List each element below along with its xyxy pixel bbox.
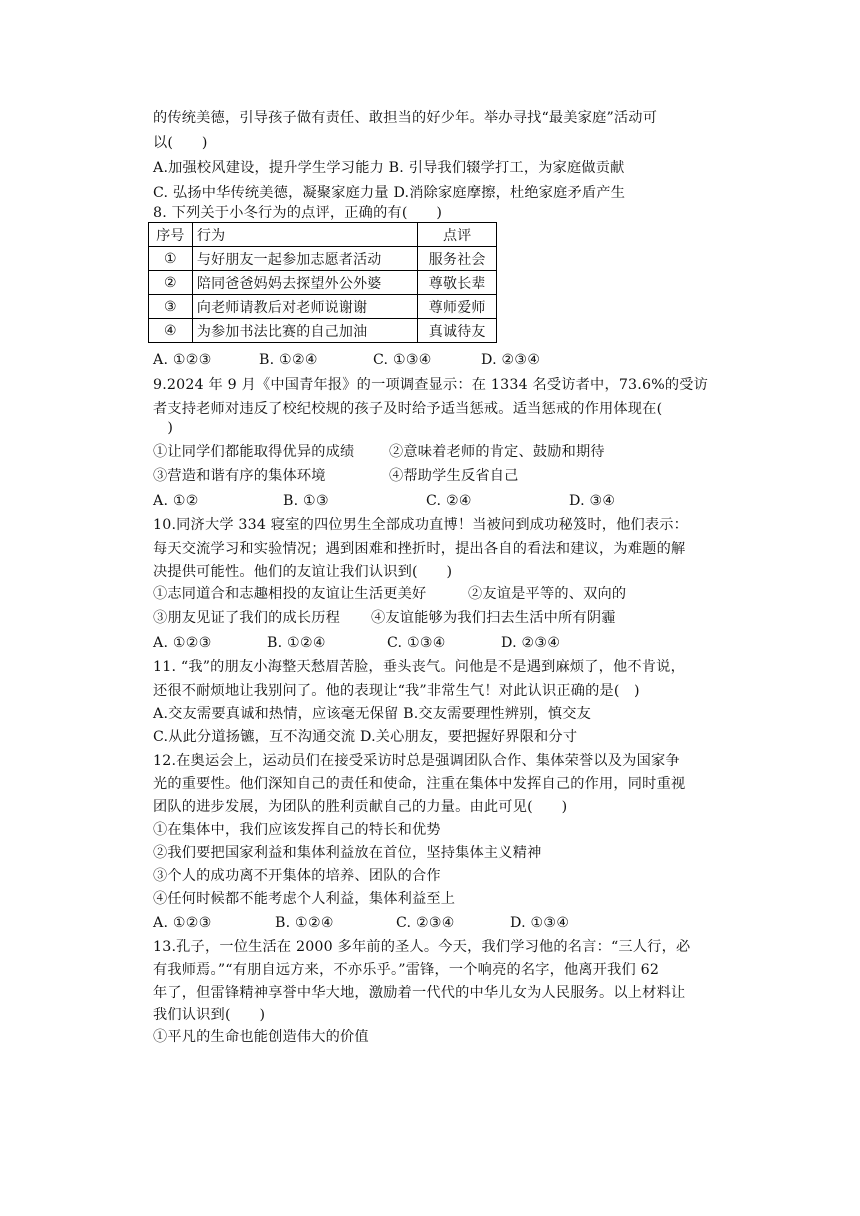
option-a: A. ①② bbox=[153, 493, 199, 509]
list-item: ②友谊是平等的、双向的 bbox=[468, 586, 627, 602]
list-item: ①平凡的生命也能创造伟大的价值 bbox=[153, 1029, 369, 1045]
q11-choice-c-d: C.从此分道扬镳，互不沟通交流 D.关心朋友，要把握好界限和分寸 bbox=[153, 729, 578, 745]
q9-items-row-2 bbox=[153, 466, 519, 486]
q10-items-row-2 bbox=[153, 608, 616, 628]
table-row bbox=[149, 319, 497, 343]
list-item: ①让同学们都能取得优异的成绩 bbox=[153, 444, 355, 460]
table-cell: ① bbox=[149, 247, 193, 271]
option-d: D. ①③④ bbox=[510, 915, 570, 931]
q8-table bbox=[148, 222, 497, 343]
q7-stem-line-1: 的传统美德，引导孩子做有责任、敢担当的好少年。举办寻找“最美家庭”活动可 bbox=[153, 110, 658, 126]
table-header-cell: 行为 bbox=[192, 223, 418, 247]
q13-stem-line-1: 13.孔子，一位生活在 2000 多年前的圣人。今天，我们学习他的名言：“三人行，必 bbox=[153, 939, 691, 955]
option-d: D. ②③④ bbox=[481, 352, 541, 368]
q9-options bbox=[153, 491, 615, 511]
list-item: ②我们要把国家利益和集体利益放在首位，坚持集体主义精神 bbox=[153, 845, 542, 861]
q9-stem-line-1: 9.2024 年 9 月《中国青年报》的一项调查显示：在 1334 名受访者中，73.6%的受访 bbox=[153, 377, 709, 393]
table-cell: 真诚待友 bbox=[418, 319, 497, 343]
option-c: C. ②③④ bbox=[396, 915, 455, 931]
q10-stem-line-1: 10.同济大学 334 寝室的四位男生全部成功直博！当被问到成功秘笈时，他们表示： bbox=[153, 517, 689, 533]
table-cell: ③ bbox=[149, 295, 193, 319]
q12-stem-line-1: 12.在奥运会上，运动员们在接受采访时总是强调团队合作、集体荣誉以及为国家争 bbox=[153, 753, 680, 769]
option-d: D. ③④ bbox=[569, 493, 616, 509]
q12-options bbox=[153, 913, 569, 933]
q7-stem-line-2: 以( ) bbox=[153, 135, 208, 151]
table-row bbox=[149, 271, 497, 295]
table-cell: 尊敬长辈 bbox=[418, 271, 497, 295]
table-row bbox=[149, 247, 497, 271]
list-item: ①志同道合和志趣相投的友谊让生活更美好 bbox=[153, 586, 427, 602]
table-cell: 与好朋友一起参加志愿者活动 bbox=[192, 247, 418, 271]
q13-stem-line-2: 有我师焉。”“有朋自远方来，不亦乐乎。”雷锋，一个响亮的名字，他离开我们 62 bbox=[153, 962, 660, 978]
list-item: ③营造和谐有序的集体环境 bbox=[153, 468, 326, 484]
table-cell: 向老师请教后对老师说谢谢 bbox=[192, 295, 418, 319]
table-cell: ② bbox=[149, 271, 193, 295]
q11-choice-a-b: A.交友需要真诚和热情，应该毫无保留 B.交友需要理性辨别，慎交友 bbox=[153, 706, 592, 722]
table-cell: 服务社会 bbox=[418, 247, 497, 271]
q8-options bbox=[153, 350, 540, 370]
table-row bbox=[149, 295, 497, 319]
q13-stem-line-4: 我们认识到( ) bbox=[153, 1007, 266, 1023]
list-item: ③个人的成功离不开集体的培养、团队的合作 bbox=[153, 868, 441, 884]
table-header-cell: 点评 bbox=[418, 223, 497, 247]
q8-table-header bbox=[149, 223, 497, 247]
option-c: C. ①③④ bbox=[373, 352, 432, 368]
q9-items-row-1 bbox=[153, 442, 605, 462]
option-a: A. ①②③ bbox=[153, 635, 212, 651]
list-item: ④友谊能够为我们扫去生活中所有阴霾 bbox=[371, 610, 616, 626]
q10-stem-line-2: 每天交流学习和实验情况；遇到困难和挫折时，提出各自的看法和建议，为难题的解 bbox=[153, 541, 686, 557]
q12-stem-line-3: 团队的进步发展，为团队的胜利贡献自己的力量。由此可见( ) bbox=[153, 799, 568, 815]
option-b: B. ①②④ bbox=[267, 635, 326, 651]
table-cell: 为参加书法比赛的自己加油 bbox=[192, 319, 418, 343]
q8-stem: 8. 下列关于小冬行为的点评，正确的有( ) bbox=[153, 205, 443, 221]
q9-stem-line-3: ) bbox=[153, 420, 174, 436]
q10-items-row-1 bbox=[153, 584, 626, 604]
q7-choice-a-b: A.加强校风建设，提升学生学习能力 B. 引导我们辍学打工，为家庭做贡献 bbox=[153, 160, 625, 176]
table-cell: 尊师爱师 bbox=[418, 295, 497, 319]
option-c: C. ①③④ bbox=[387, 635, 446, 651]
list-item: ④帮助学生反省自己 bbox=[389, 468, 519, 484]
option-b: B. ①②④ bbox=[275, 915, 334, 931]
table-cell: ④ bbox=[149, 319, 193, 343]
table-header-cell: 序号 bbox=[149, 223, 193, 247]
option-a: A. ①②③ bbox=[153, 352, 212, 368]
option-c: C. ②④ bbox=[426, 493, 472, 509]
q11-stem-line-2: 还很不耐烦地让我别问了。他的表现让“我”非常生气！对此认识正确的是( ) bbox=[153, 683, 640, 699]
q12-stem-line-2: 光的重要性。他们深知自己的责任和使命，注重在集体中发挥自己的作用，同时重视 bbox=[153, 776, 686, 792]
list-item: ①在集体中，我们应该发挥自己的特长和优势 bbox=[153, 822, 441, 838]
option-b: B. ①②④ bbox=[259, 352, 318, 368]
q10-stem-line-3: 决提供可能性。他们的友谊让我们认识到( ) bbox=[153, 564, 453, 580]
q7-choice-c-d: C. 弘扬中华传统美德，凝聚家庭力量 D.消除家庭摩擦，杜绝家庭矛盾产生 bbox=[153, 185, 626, 201]
list-item: ②意味着老师的肯定、鼓励和期待 bbox=[389, 444, 605, 460]
table-cell: 陪同爸爸妈妈去探望外公外婆 bbox=[192, 271, 418, 295]
q10-options bbox=[153, 633, 560, 653]
list-item: ④任何时候都不能考虑个人利益，集体利益至上 bbox=[153, 891, 456, 907]
option-d: D. ②③④ bbox=[501, 635, 561, 651]
q11-stem-line-1: 11. “我”的朋友小海整天愁眉苦脸，垂头丧气。问他是不是遇到麻烦了，他不肯说， bbox=[153, 659, 685, 675]
q9-stem-line-2: 者支持老师对违反了校纪校规的孩子及时给予适当惩戒。适当惩戒的作用体现在( bbox=[153, 401, 663, 417]
option-b: B. ①③ bbox=[283, 493, 329, 509]
q13-stem-line-3: 年了，但雷锋精神享誉中华大地，激励着一代代的中华儿女为人民服务。以上材料让 bbox=[153, 985, 686, 1001]
list-item: ③朋友见证了我们的成长历程 bbox=[153, 610, 341, 626]
option-a: A. ①②③ bbox=[153, 915, 212, 931]
